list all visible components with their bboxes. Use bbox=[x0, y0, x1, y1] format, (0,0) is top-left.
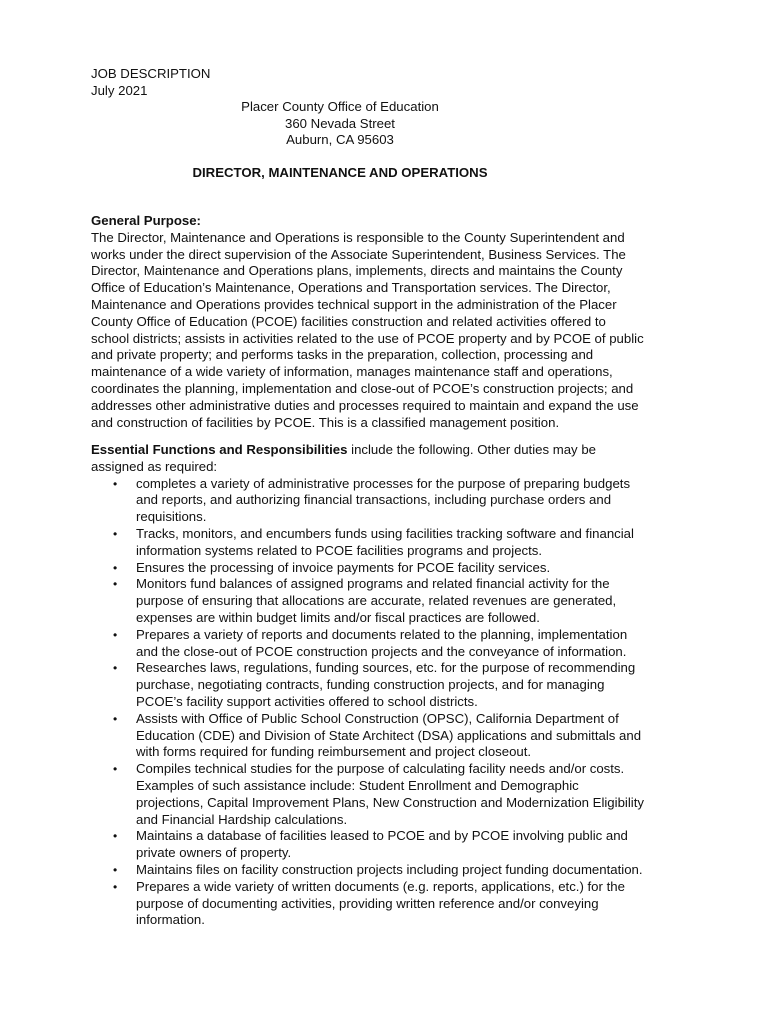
duty-line: information. bbox=[136, 912, 205, 928]
duty-line: information systems related to PCOE facilities programs and projects. bbox=[136, 542, 543, 558]
duty-item bbox=[91, 476, 681, 526]
organization-street: 360 Nevada Street bbox=[285, 116, 395, 131]
general-purpose-line: Director, Maintenance and Operations plans, implements, directs and maintains the County bbox=[91, 263, 623, 279]
duty-line: and reports, and authorizing financial transactions, including purchase orders and bbox=[136, 492, 612, 508]
duty-line: PCOE’s facility support activities offered to school districts. bbox=[136, 693, 478, 709]
duty-line: Maintains files on facility construction projects including project funding documentation. bbox=[136, 861, 643, 877]
duty-item bbox=[91, 879, 681, 929]
job-title: DIRECTOR, MAINTENANCE AND OPERATIONS bbox=[192, 165, 488, 180]
duty-line: Monitors fund balances of assigned programs and related financial activity for the bbox=[136, 576, 610, 592]
duty-item bbox=[91, 711, 681, 761]
document-type: JOB DESCRIPTION bbox=[91, 66, 211, 81]
bullet-icon: • bbox=[113, 661, 118, 676]
general-purpose-line: school districts; assists in activities related to the use of PCOE property and by PCOE of public bbox=[91, 330, 644, 346]
duty-line: Ensures the processing of invoice payments for PCOE facility services. bbox=[136, 559, 551, 575]
bullet-icon: • bbox=[113, 762, 118, 777]
general-purpose-line: and construction of facilities by PCOE. This is a classified management position. bbox=[91, 414, 560, 430]
general-purpose-line: County Office of Education (PCOE) facilities construction and related activities offered to bbox=[91, 313, 606, 329]
bullet-icon: • bbox=[113, 476, 118, 491]
general-purpose-heading: General Purpose: bbox=[91, 213, 201, 228]
duty-line: completes a variety of administrative processes for the purpose of preparing budgets bbox=[136, 475, 631, 491]
duty-item bbox=[91, 560, 681, 577]
duty-line: purpose of ensuring that allocations are accurate, related revenues are generated, bbox=[136, 593, 617, 609]
bullet-icon: • bbox=[113, 862, 118, 877]
duty-line: Assists with Office of Public School Construction (OPSC), California Department of bbox=[136, 710, 619, 726]
bullet-icon: • bbox=[113, 711, 118, 726]
duty-line: purpose of documenting activities, providing written reference and/or conveying bbox=[136, 895, 599, 911]
organization-city: Auburn, CA 95603 bbox=[286, 132, 394, 147]
duty-line: private owners of property. bbox=[136, 845, 292, 861]
duty-item bbox=[91, 660, 681, 710]
duty-item bbox=[91, 576, 681, 626]
bullet-icon: • bbox=[113, 627, 118, 642]
essential-functions-section bbox=[91, 442, 681, 929]
duty-line: Examples of such assistance include: Student Enrollment and Demographic bbox=[136, 777, 579, 793]
general-purpose-line: maintenance of a wide variety of information, manages maintenance staff and operations, bbox=[91, 364, 613, 380]
general-purpose-line: Maintenance and Operations provides technical support in the administration of the Placer bbox=[91, 296, 617, 312]
document-date: July 2021 bbox=[91, 83, 148, 98]
duty-line: Researches laws, regulations, funding sources, etc. for the purpose of recommending bbox=[136, 660, 636, 676]
duty-line: Prepares a variety of reports and documents related to the planning, implementation bbox=[136, 626, 628, 642]
duty-line: with forms required for funding reimbursement and project closeout. bbox=[136, 744, 532, 760]
general-purpose-line: addresses other administrative duties and processes required to maintain and expand the use bbox=[91, 397, 639, 413]
bullet-icon: • bbox=[113, 526, 118, 541]
duty-line: requisitions. bbox=[136, 509, 207, 525]
bullet-icon: • bbox=[113, 577, 118, 592]
duty-line: Education (CDE) and Division of State Architect (DSA) applications and submittals and bbox=[136, 727, 642, 743]
duty-item bbox=[91, 627, 681, 661]
duty-line: Maintains a database of facilities leased to PCOE and by PCOE involving public and bbox=[136, 828, 628, 844]
bullet-icon: • bbox=[113, 879, 118, 894]
duty-item bbox=[91, 862, 681, 879]
duty-line: Prepares a wide variety of written documents (e.g. reports, applications, etc.) for the bbox=[136, 878, 625, 894]
general-purpose-section bbox=[91, 213, 681, 431]
essential-functions-intro-line2: assigned as required: bbox=[91, 458, 218, 474]
essential-functions-intro-text: include the following. Other duties may be bbox=[347, 442, 596, 457]
duties-list bbox=[91, 476, 681, 930]
general-purpose-line: The Director, Maintenance and Operations is responsible to the County Superintendent and bbox=[91, 229, 625, 245]
general-purpose-line: Office of Education’s Maintenance, Operations and Transportation services. The Director, bbox=[91, 280, 611, 296]
general-purpose-line: and private property; and performs tasks in the preparation, collection, processing and bbox=[91, 347, 594, 363]
duty-item bbox=[91, 761, 681, 828]
duty-line: Tracks, monitors, and encumbers funds using facilities tracking software and financial bbox=[136, 525, 634, 541]
duty-line: and Financial Hardship calculations. bbox=[136, 811, 348, 827]
organization-name: Placer County Office of Education bbox=[241, 99, 439, 114]
essential-functions-intro bbox=[91, 442, 681, 459]
general-purpose-body bbox=[91, 230, 681, 432]
general-purpose-line: coordinates the planning, implementation and close-out of PCOE’s construction projects; and bbox=[91, 380, 634, 396]
bullet-icon: • bbox=[113, 560, 118, 575]
duty-item bbox=[91, 526, 681, 560]
duty-line: expenses are within budget limits and/or fiscal practices are followed. bbox=[136, 609, 540, 625]
duty-item bbox=[91, 828, 681, 862]
duty-line: purchase, negotiating contracts, funding construction projects, and for managing bbox=[136, 677, 605, 693]
duty-line: Compiles technical studies for the purpose of calculating facility needs and/or costs. bbox=[136, 761, 625, 777]
general-purpose-line: works under the direct supervision of the Associate Superintendent, Business Services. The bbox=[91, 246, 626, 262]
duty-line: projections, Capital Improvement Plans, New Construction and Modernization Eligibility bbox=[136, 794, 644, 810]
bullet-icon: • bbox=[113, 829, 118, 844]
essential-functions-heading: Essential Functions and Responsibilities bbox=[91, 442, 348, 457]
duty-line: and the close-out of PCOE construction projects and the conveyance of information. bbox=[136, 643, 627, 659]
